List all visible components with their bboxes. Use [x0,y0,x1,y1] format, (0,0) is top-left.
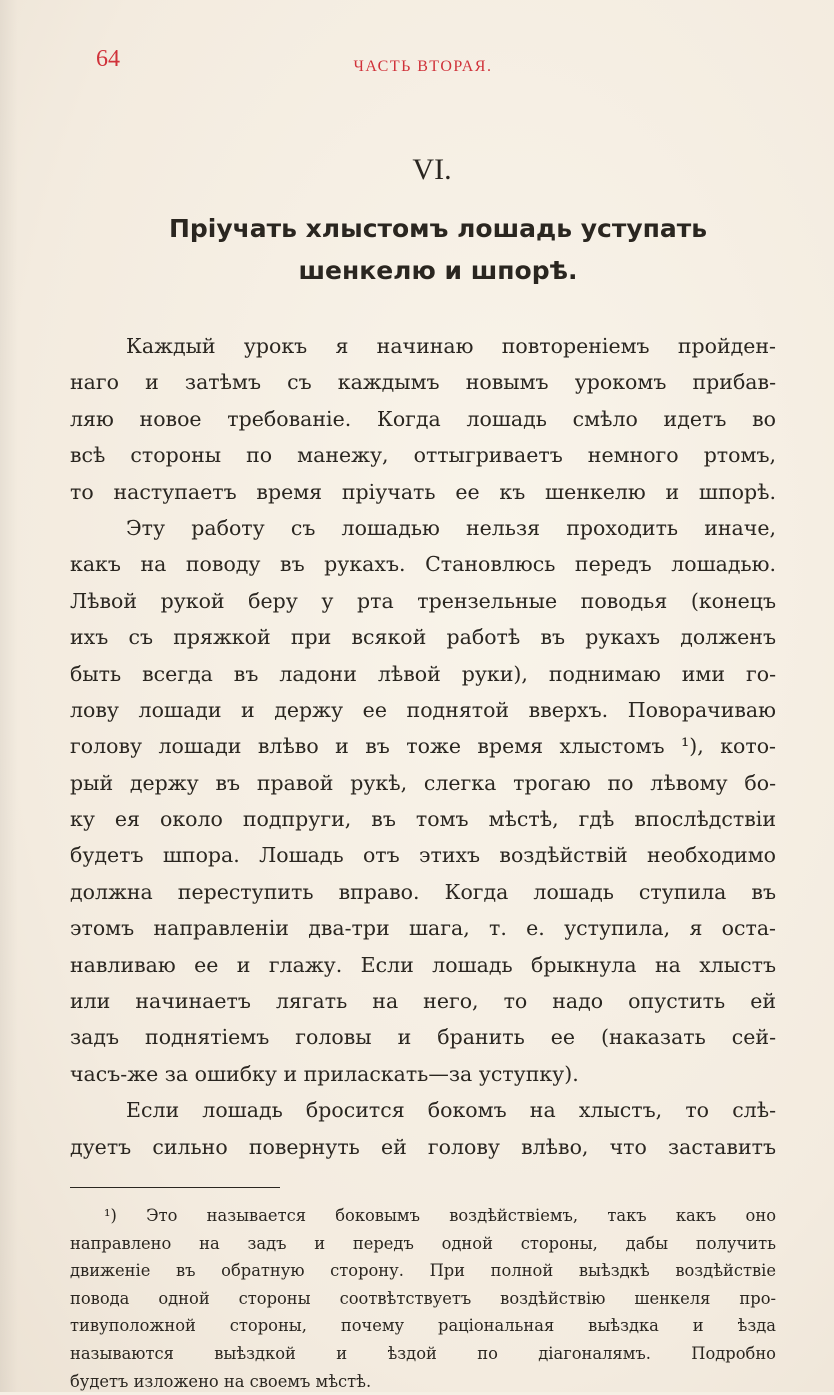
text-line: задъ поднятіемъ головы и бранить ее (наказать сей- [70,1025,776,1050]
text-line: будетъ шпора. Лошадь отъ этихъ воздѣйствій необходимо [70,843,776,868]
text-line: или начинаетъ лягать на него, то надо опустить ей [70,989,776,1014]
chapter-title-line: Пріучать хлыстомъ лошадь уступать [168,214,708,243]
footnote-divider [70,1187,280,1188]
footnote-line: тивуположной стороны, почему раціональная выѣздка и ѣзда [70,1316,776,1336]
running-title: ЧАСТЬ ВТОРАЯ. [353,58,493,75]
footnote-line: повода одной стороны соотвѣтствуетъ воздѣйствію шенкеля про- [70,1288,776,1308]
page-number: 64 [96,46,120,72]
text-line: ляю новое требованіе. Когда лошадь смѣло идетъ во [70,406,776,431]
chapter-number: VI. [412,153,452,186]
text-line: навливаю ее и глажу. Если лошадь брыкнула на хлыстъ [70,952,776,977]
text-line: Если лошадь бросится бокомъ на хлыстъ, то слѣ- [126,1098,776,1123]
body-text [70,328,776,1165]
footnote-line: называются выѣздкой и ѣздой по діагоналямъ. Подробно [70,1343,776,1363]
text-line: Эту работу съ лошадью нельзя проходить иначе, [126,515,776,540]
chapter-title-line: шенкелю и шпорѣ. [298,256,578,285]
text-line: быть всегда въ ладони лѣвой руки), поднимаю ими го- [70,661,776,686]
text-line: голову лошади влѣво и въ тоже время хлыстомъ ¹), кото- [70,734,776,759]
text-line: дуетъ сильно повернуть ей голову влѣво, что заставитъ [70,1134,776,1159]
footnote-line: ¹) Это называется боковымъ воздѣйствіемъ, такъ какъ оно [104,1205,776,1225]
text-line: должна переступить вправо. Когда лошадь ступила въ [70,879,776,904]
text-line: этомъ направленіи два-три шага, т. е. уступила, я оста- [70,916,776,941]
footnote-line: движеніе въ обратную сторону. При полной выѣздкѣ воздѣйствіе [70,1261,776,1281]
text-line: наго и затѣмъ съ каждымъ новымъ урокомъ прибав- [70,370,776,395]
text-line: часъ-же за ошибку и приласкать—за уступку). [70,1061,579,1086]
text-line: какъ на поводу въ рукахъ. Становлюсь передъ лошадью. [70,552,776,577]
text-line: Лѣвой рукой беру у рта трензельные поводья (конецъ [70,588,776,613]
footnote-line: направлено на задъ и передъ одной стороны, дабы получить [70,1233,776,1253]
text-line: Каждый урокъ я начинаю повтореніемъ пройден- [126,334,776,358]
text-line: ку ея около подпруги, въ томъ мѣстѣ, гдѣ впослѣдствіи [70,807,776,832]
text-line: то наступаетъ время пріучать ее къ шенкелю и шпорѣ. [70,479,776,504]
text-line: рый держу въ правой рукѣ, слегка трогаю по лѣвому бо- [70,770,776,795]
text-line: лову лошади и держу ее поднятой вверхъ. Поворачиваю [70,697,776,722]
chapter-title [70,208,776,292]
text-line: всѣ стороны по манежу, оттыгриваетъ немного ртомъ, [70,443,776,468]
running-head [70,44,776,80]
footnote-line: будетъ изложено на своемъ мѣстѣ. [70,1371,372,1391]
footnotes [70,1202,776,1395]
text-line: ихъ съ пряжкой при всякой работѣ въ рукахъ долженъ [70,625,776,650]
